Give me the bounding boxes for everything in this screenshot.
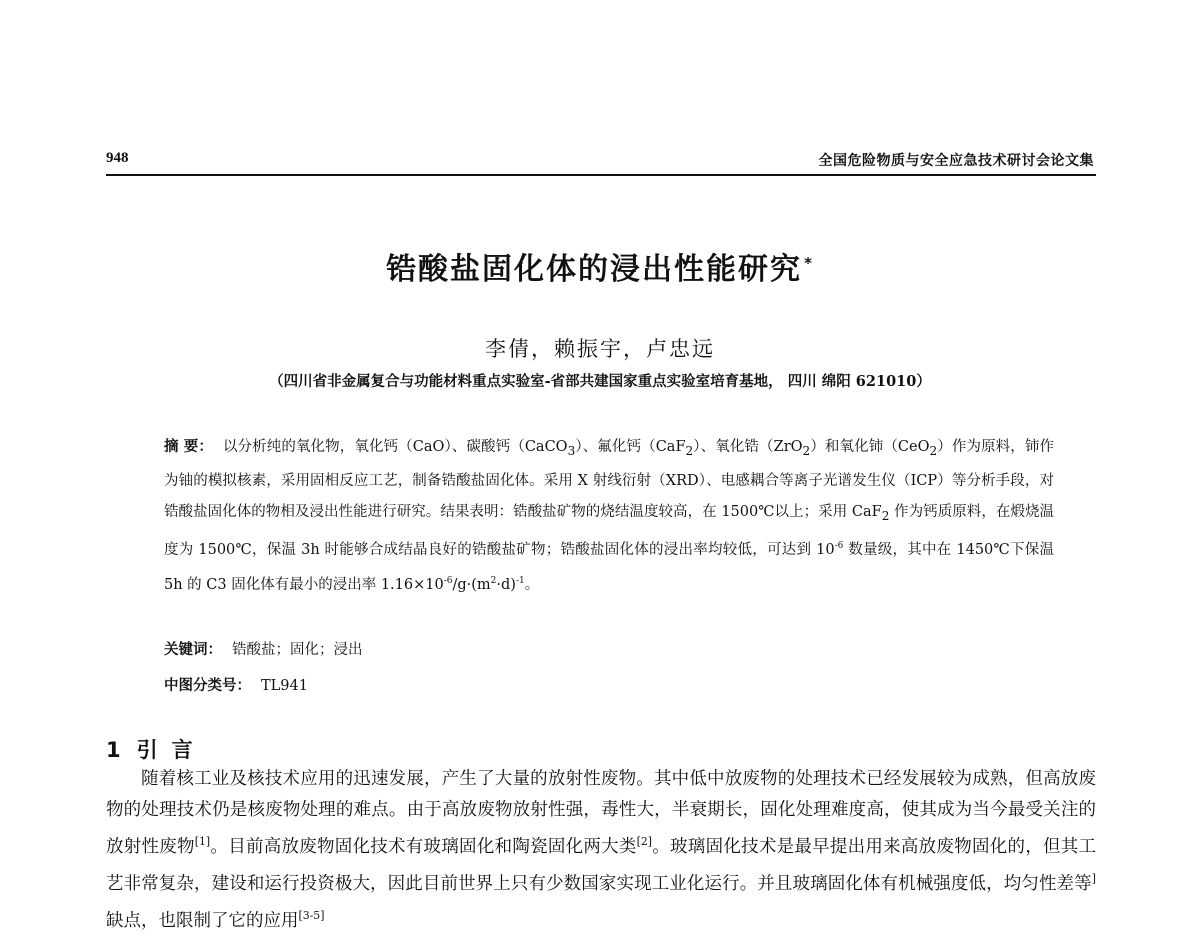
citation-3: ] — [1091, 871, 1096, 885]
classification-text: TL941 — [261, 678, 308, 694]
abstract-text-8: /g·(m — [452, 576, 491, 593]
section-heading — [106, 734, 207, 764]
citation-1: [1] — [194, 835, 211, 848]
abstract-sup-4: -1 — [515, 575, 525, 586]
body-text-1: 随着核工业及核技术应用的迅速发展，产生了大量的放射性废物。其中低中放废物的处理技术已经发展较为成熟，但高放废物的处理技术仍是核废物处理的难点。由于高放废物放射性强，毒性大，半衰期长，固化处理难度高，使其成为当今最受关注的放射性废物 — [106, 769, 1096, 857]
keywords — [164, 638, 363, 659]
keywords-label: 关键词： — [164, 641, 222, 658]
section-title: 引言 — [136, 738, 207, 762]
abstract-sub-2: 2 — [685, 443, 694, 458]
authors: 李倩，赖振宇，卢忠远 — [485, 337, 715, 361]
abstract-label: 摘 要： — [164, 438, 213, 455]
abstract — [164, 432, 1054, 600]
journal-title: 全国危险物质与安全应急技术研讨会论文集 — [818, 153, 1094, 169]
body-text-2: 。目前高放废物固化技术有玻璃固化和陶瓷固化两大类 — [210, 836, 637, 857]
keywords-text: 锆酸盐；固化；浸出 — [232, 642, 363, 658]
citation-4: [3-5] — [298, 908, 325, 922]
abstract-text-5: ）作为原料，铈作为铀的模拟核素，采用固相反应工艺，制备锆酸盐固化体。采用 X 射线衍射（XRD）、电感耦合等离子光谱发生仪（ICP）等分析手段，对锆酸盐固化体的物相及浸出性能进行研究。结果表明：锆酸盐矿物的烧结温度较高，在 1500℃以上；采用 CaF — [164, 439, 1054, 520]
classification-label: 中图分类号： — [164, 677, 251, 694]
header-rule — [106, 174, 1096, 176]
paper-title — [386, 252, 814, 287]
abstract-text-4: ）和氧化铈（CeO — [810, 439, 930, 455]
affiliation: （四川省非金属复合与功能材料重点实验室-省部共建国家重点实验室培育基地， 四川 绵阳 621010） — [269, 373, 931, 390]
title-footnote-mark: * — [804, 254, 814, 272]
abstract-text-9: ·d) — [496, 576, 516, 593]
citation-2: [2] — [636, 835, 653, 848]
body-text-4: 缺点，也限制了它的应用 — [106, 910, 299, 931]
paper-title-text: 锆酸盐固化体的浸出性能研究 — [386, 252, 803, 287]
body-text-3: 。玻璃固化技术是最早提出用来高放废物固化的，但其工艺非常复杂，建设和运行投资极大，因此目前世界上只有少数国家实现工业化运行。并且玻璃固化体有机械强度低，均匀性差等 — [106, 836, 1097, 894]
abstract-text-1: 以分析纯的氧化物，氧化钙（CaO）、碳酸钙（CaCO — [222, 439, 568, 455]
abstract-sub-3: 2 — [802, 443, 811, 458]
abstract-sub-5: 2 — [881, 508, 890, 523]
section-number: 1 — [106, 738, 121, 762]
abstract-sub-1: 3 — [567, 443, 576, 458]
abstract-sup-3: 2 — [490, 575, 497, 586]
body-paragraph — [106, 764, 1096, 936]
abstract-sub-4: 2 — [929, 443, 938, 458]
classification-number — [164, 674, 308, 695]
abstract-text-3: ）、氧化锆（ZrO — [693, 439, 803, 455]
page-number: 948 — [106, 150, 129, 166]
abstract-text-6: 作为钙质原料，在煅烧温度为 1500℃，保温 3h 时能够合成结晶良好的锆酸盐矿物；锆酸盐固化体的浸出率均较低，可达到 10 — [164, 503, 1055, 559]
abstract-sup-1: -6 — [834, 541, 844, 552]
title-block — [0, 244, 1200, 288]
abstract-text-2: ）、氟化钙（CaF — [575, 439, 686, 455]
abstract-text-10: 。 — [524, 576, 540, 593]
abstract-sup-2: -6 — [443, 575, 453, 586]
abstract-text-7: 数量级，其中在 1450℃下保温 5h 的 C3 固化体有最小的浸出率 1.16×10 — [164, 542, 1054, 593]
